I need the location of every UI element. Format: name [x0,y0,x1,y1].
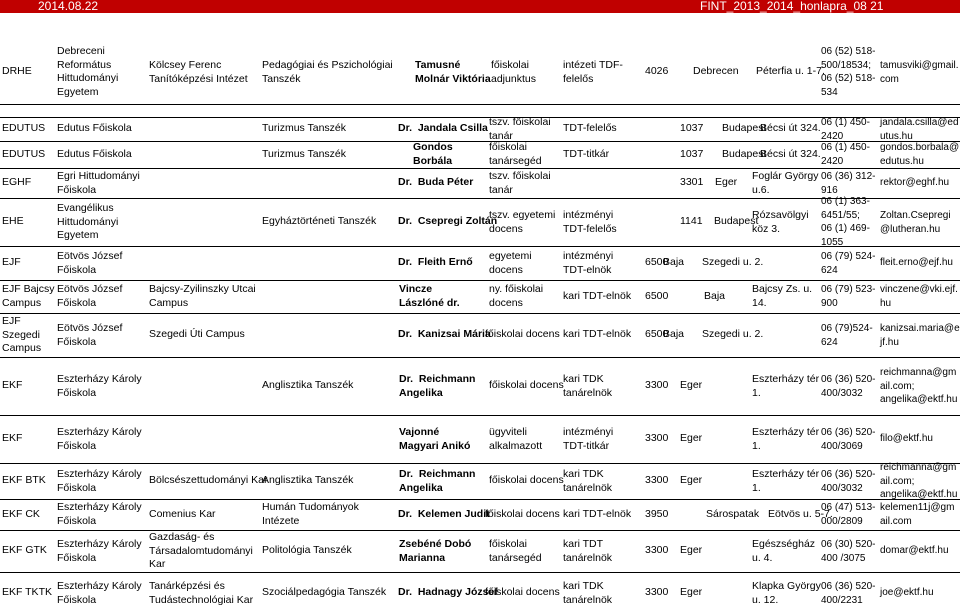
cell-name: Dr. Reichmann Angelika [399,373,476,399]
cell-street: Szegedi u. 2. [702,328,764,340]
cell-zip: 1141 [680,215,703,227]
cell-zip: 6500 [645,290,669,302]
cell-city: Eger [680,432,703,444]
cell-email: domar@ektf.hu [880,545,949,556]
cell-inst: Eötvös József Főiskola [57,283,123,309]
cell-title: főiskolai tanársegéd [489,538,542,564]
cell-campus: Bajcsy-Zyilinszky Utcai Campus [149,283,256,309]
cell-name: Dr. Jandala Csilla [398,122,488,134]
cell-code: EHE [2,215,24,227]
cell-phone: 06 (30) 520- 400 /3075 [821,539,876,564]
cell-phone: 06 (52) 518- 500/18534; 06 (52) 518- 534 [821,46,876,98]
cell-city: Eger [715,176,738,188]
cell-name: Zsebéné Dobó Marianna [399,538,472,564]
cell-code: EKF [2,432,23,444]
cell-name: Dr. Fleith Ernő [398,256,473,268]
cell-city: Baja [663,328,685,340]
page-header [0,0,960,13]
cell-campus: Tanárképzési és Tudástechnológiai Kar [149,580,254,606]
cell-phone: 06 (79) 523- 900 [821,284,876,309]
cell-phone: 06 (36) 520- 400/2231 [821,581,876,606]
cell-email: kanizsai.maria@e jf.hu [880,323,960,348]
cell-role: TDT-titkár [563,148,610,160]
row-divider [0,463,960,464]
cell-role: intézeti TDF- felelős [563,59,623,85]
cell-inst: Eszterházy Károly Főiskola [57,580,142,606]
row-divider [0,499,960,500]
row-divider [0,415,960,416]
cell-zip: 1037 [680,148,704,160]
cell-email: rektor@eghf.hu [880,177,950,188]
cell-role: kari TDK tanárelnök [563,373,613,399]
cell-code: EKF [2,379,23,391]
cell-street: Bécsi út 324. [760,122,821,134]
cell-code: EKF TKTK [2,586,52,598]
cell-inst: Eszterházy Károly Főiskola [57,426,142,452]
cell-city: Eger [680,586,703,598]
cell-zip: 3300 [645,379,669,391]
row-divider [0,141,960,142]
cell-code: EKF CK [2,508,40,520]
cell-role: kari TDT tanárelnök [563,538,613,564]
cell-inst: Eszterházy Károly Főiskola [57,501,142,527]
cell-code: EDUTUS [2,122,46,134]
cell-zip: 3300 [645,474,669,486]
cell-title: főiskolai adjunktus [491,59,536,85]
header-title: FINT_2013_2014_honlapra_08 21 [700,0,884,13]
cell-street: Egészségház u. 4. [752,538,816,564]
cell-street: Péterfia u. 1-7. [756,65,825,77]
cell-city: Sárospatak [706,508,760,520]
cell-campus: Gazdaság- és Társadalomtudományi Kar [149,531,253,570]
cell-street: Eszterházy tér 1. [752,426,820,452]
cell-email: kelemen11j@gm ail.com [880,502,955,527]
cell-campus: Comenius Kar [149,508,216,520]
cell-phone: 06 (1) 450- 2420 [821,142,870,167]
cell-street: Bécsi út 324. [760,148,821,160]
cell-zip: 6500 [645,256,669,268]
row-divider [0,168,960,169]
cell-title: főiskolai docens [489,379,564,391]
cell-email: reichmanna@gm ail.com; angelika@ektf.hu [880,462,958,500]
cell-zip: 3300 [645,544,669,556]
cell-campus: Bölcsészettudományi Kar [149,474,268,486]
cell-role: TDT-felelős [563,122,617,134]
cell-phone: 06 (1) 363- 6451/55; 06 (1) 469- 1055 [821,196,870,248]
cell-inst: Eötvös József Főiskola [57,322,123,348]
cell-street: Rózsavölgyi köz 3. [752,209,809,235]
cell-zip: 6500 [645,328,669,340]
cell-name: Vincze Lászlóné dr. [399,283,460,309]
cell-code: EJF Szegedi Campus [2,315,42,354]
cell-role: kari TDK tanárelnök [563,580,613,606]
cell-zip: 4026 [645,65,669,77]
cell-phone: 06 (79) 524- 624 [821,251,876,276]
cell-email: gondos.borbala@ edutus.hu [880,142,960,167]
cell-email: tamusviki@gmail. com [880,60,959,85]
cell-email: joe@ektf.hu [880,587,934,598]
cell-city: Debrecen [693,65,739,77]
cell-city: Budapest [722,122,767,134]
cell-code: DRHE [2,65,32,77]
cell-campus: Szegedi Úti Campus [149,328,245,340]
cell-street: Foglár György u.6. [752,170,819,196]
cell-inst: Eszterházy Károly Főiskola [57,468,142,494]
cell-phone: 06 (79)524- 624 [821,323,873,348]
cell-city: Baja [704,290,726,302]
cell-role: kari TDT-elnök [563,508,632,520]
cell-role: intézményi TDT-elnök [563,250,614,276]
cell-dept: Szociálpedagógia Tanszék [262,586,387,598]
cell-phone: 06 (36) 520- 400/3032 [821,469,876,494]
cell-name: Gondos Borbála [413,141,453,167]
cell-phone: 06 (36) 520- 400/3069 [821,427,876,452]
row-divider [0,117,960,118]
cell-street: Bajcsy Zs. u. 14. [752,283,813,309]
cell-title: főiskolai docens [485,586,560,598]
cell-code: EKF BTK [2,474,46,486]
cell-title: ügyviteli alkalmazott [489,426,543,452]
cell-phone: 06 (36) 520- 400/3032 [821,374,876,399]
cell-title: ny. főiskolai docens [489,283,544,309]
cell-city: Budapest [714,215,759,227]
cell-dept: Anglisztika Tanszék [262,379,354,391]
cell-title: egyetemi docens [489,250,532,276]
row-divider [0,357,960,358]
cell-inst: Edutus Főiskola [57,122,132,134]
row-divider [0,104,960,105]
cell-city: Eger [680,474,703,486]
cell-name: Vajonné Magyari Anikó [399,426,471,452]
cell-name: Dr. Reichmann Angelika [399,468,476,494]
header-date: 2014.08.22 [38,0,99,13]
cell-inst: Edutus Főiskola [57,148,132,160]
row-divider [0,313,960,314]
cell-title: főiskolai docens [489,474,564,486]
cell-code: EKF GTK [2,544,47,556]
cell-inst: Eötvös József Főiskola [57,250,123,276]
cell-email: Zoltan.Csepregi @lutheran.hu [880,210,951,235]
cell-title: főiskolai docens [485,508,560,520]
cell-code: EGHF [2,176,32,188]
cell-role: intézményi TDT-titkár [563,426,614,452]
cell-name: Dr. Buda Péter [398,176,474,188]
cell-street: Klapka György u. 12. [752,580,821,606]
cell-city: Eger [680,544,703,556]
cell-street: Eszterházy tér 1. [752,373,820,399]
cell-city: Eger [680,379,703,391]
cell-phone: 06 (36) 312- 916 [821,171,876,196]
cell-name: Dr. Hadnagy József [398,586,498,598]
cell-role: intézményi TDT-felelős [563,209,617,235]
row-divider [0,280,960,281]
row-divider [0,198,960,199]
cell-role: kari TDT-elnök [563,328,632,340]
cell-zip: 3300 [645,586,669,598]
cell-email: jandala.csilla@ed utus.hu [880,117,959,142]
cell-title: tszv. főiskolai tanár [489,170,551,196]
cell-email: vinczene@vki.ejf. hu [880,284,958,309]
cell-zip: 3950 [645,508,669,520]
cell-title: főiskolai docens [485,328,560,340]
cell-inst: Eszterházy Károly Főiskola [57,538,142,564]
row-divider [0,246,960,247]
cell-city: Baja [663,256,685,268]
cell-dept: Politológia Tanszék [262,544,352,556]
cell-role: kari TDT-elnök [563,290,632,302]
cell-email: filo@ektf.hu [880,433,933,444]
cell-city: Budapest [722,148,767,160]
cell-dept: Turizmus Tanszék [262,148,347,160]
cell-email: reichmanna@gm ail.com; angelika@ektf.hu [880,367,958,405]
cell-title: főiskolai tanársegéd [489,141,542,167]
cell-name: Tamusné Molnár Viktória [415,59,491,85]
cell-street: Eszterházy tér 1. [752,468,820,494]
cell-phone: 06 (1) 450- 2420 [821,117,870,142]
cell-street: Szegedi u. 2. [702,256,764,268]
cell-inst: Egri Hittudományi Főiskola [57,170,140,196]
cell-title: tszv. főiskolai tanár [489,116,551,142]
cell-zip: 3301 [680,176,704,188]
cell-dept: Pedagógiai és Pszichológiai Tanszék [262,59,393,85]
row-divider [0,572,960,573]
cell-dept: Turizmus Tanszék [262,122,347,134]
cell-dept: Anglisztika Tanszék [262,474,354,486]
cell-dept: Egyháztörténeti Tanszék [262,215,377,227]
cell-inst: Eszterházy Károly Főiskola [57,373,142,399]
cell-phone: 06 (47) 513- 000/2809 [821,502,876,527]
cell-email: fleit.erno@ejf.hu [880,257,953,268]
cell-name: Dr. Csepregi Zoltán [398,215,498,227]
cell-code: EJF [2,256,21,268]
cell-role: kari TDK tanárelnök [563,468,613,494]
cell-code: EJF Bajcsy Campus [2,283,55,309]
cell-code: EDUTUS [2,148,46,160]
cell-dept: Humán Tudományok Intézete [262,501,359,527]
cell-name: Dr. Kanizsai Mária [398,328,491,340]
cell-zip: 3300 [645,432,669,444]
cell-campus: Kölcsey Ferenc Tanítóképzési Intézet [149,59,248,85]
cell-street: Eötvös u. 5-7. [768,508,833,520]
cell-inst: Evangélikus Hittudományi Egyetem [57,202,119,241]
cell-inst: Debreceni Református Hittudományi Egyetem [57,45,119,98]
cell-title: tszv. egyetemi docens [489,209,556,235]
cell-name: Dr. Kelemen Judit [398,508,490,520]
row-divider [0,530,960,531]
cell-zip: 1037 [680,122,704,134]
